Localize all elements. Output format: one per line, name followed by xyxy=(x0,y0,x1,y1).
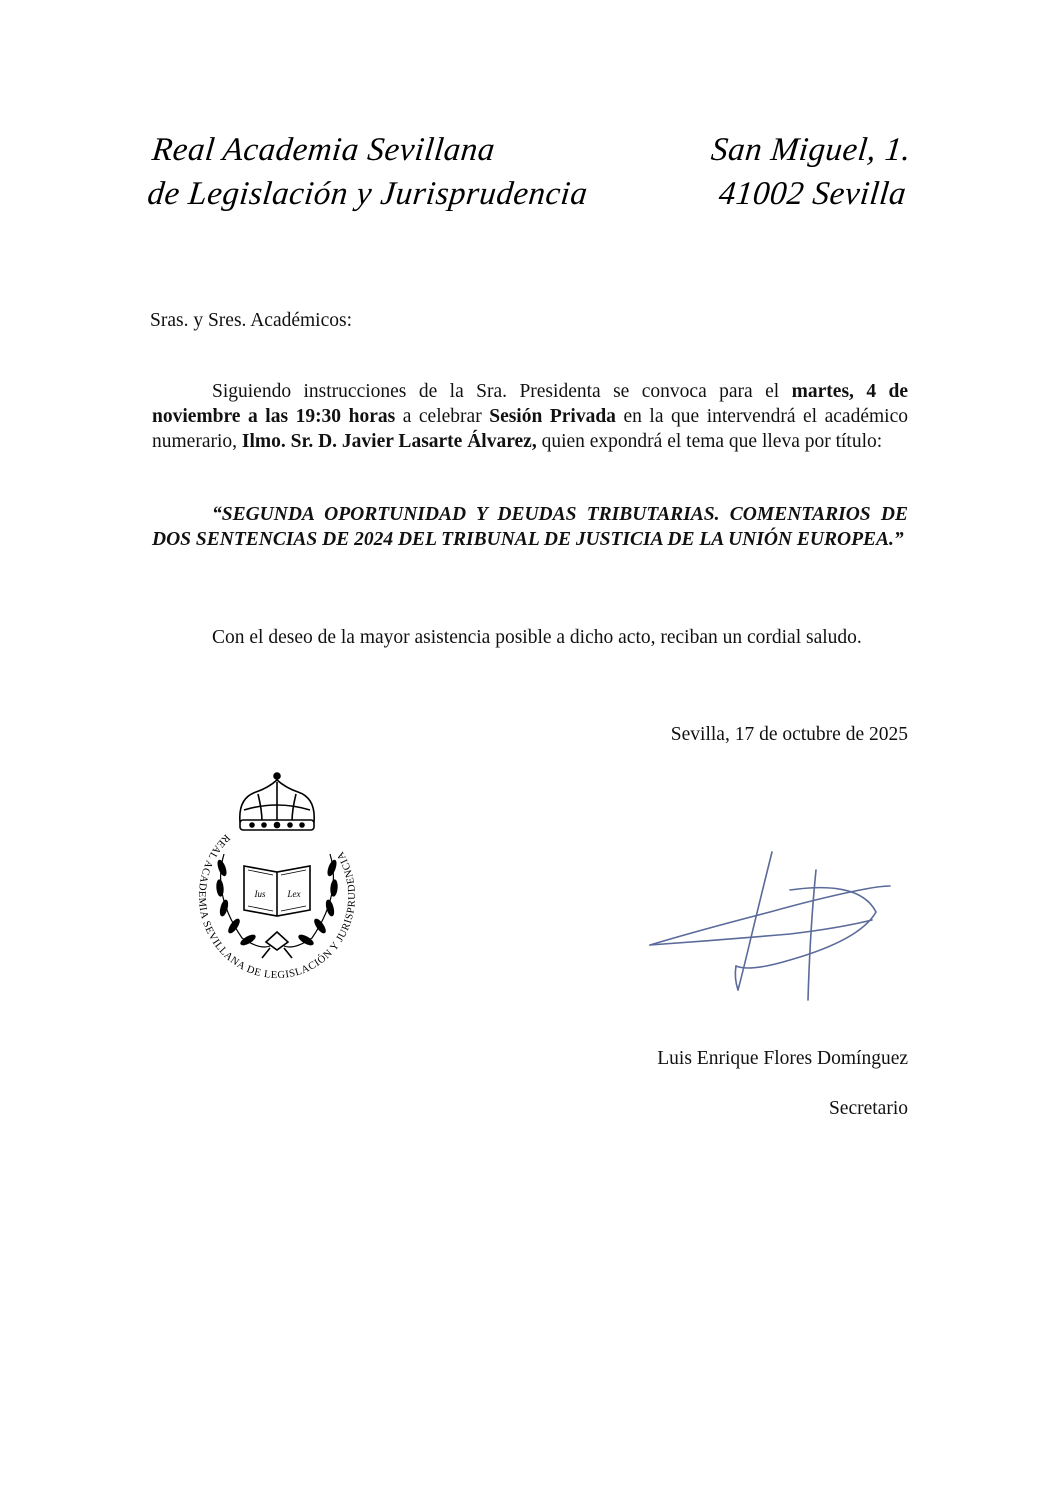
indent xyxy=(152,627,212,648)
academy-name-line1: Real Academia Sevillana xyxy=(150,132,497,168)
academy-name xyxy=(145,128,594,216)
session-datetime: martes, 4 de noviembre a las 19:30 horas xyxy=(152,381,909,427)
lecture-title-text: “SEGUNDA OPORTUNIDAD Y DEUDAS TRIBUTARIAS. COMENTARIOS DE DOS SENTENCIAS DE 2024 DEL TRIBUNAL DE JUSTICIA DE LA UNIÓN EUROPEA.” xyxy=(152,504,908,550)
para1-text4: quien expondrá el tema que lleva por título: xyxy=(536,431,883,452)
date-line: Sevilla, 17 de octubre de 2025 xyxy=(670,724,908,745)
convocation-paragraph xyxy=(152,379,908,454)
academy-seal xyxy=(182,770,372,988)
signatory-name: Luis Enrique Flores Domínguez xyxy=(657,1048,908,1069)
para1-text2: a celebrar xyxy=(395,406,490,427)
para1-text1: Siguiendo instrucciones de la Sra. Presidenta se convoca para el xyxy=(212,381,792,402)
signatory-role: Secretario xyxy=(828,1098,908,1119)
speaker-name: Ilmo. Sr. D. Javier Lasarte Álvarez, xyxy=(241,431,537,452)
closing-paragraph xyxy=(152,625,908,650)
seal-ring-text: REAL ACADEMIA SEVILLANA DE LEGISLACIÓN Y JURISPRUDENCIA xyxy=(195,831,359,982)
closing-text: Con el deseo de la mayor asistencia posible a dicho acto, reciban un cordial saludo. xyxy=(212,627,862,648)
salutation: Sras. y Sres. Académicos: xyxy=(150,310,353,331)
signature xyxy=(640,850,900,1010)
academy-name-line2: de Legislación y Jurisprudencia xyxy=(145,176,590,212)
crown-icon xyxy=(240,773,314,830)
session-type: Sesión Privada xyxy=(489,406,616,427)
address-street: San Miguel, 1. xyxy=(708,132,913,168)
indent xyxy=(152,504,212,525)
para1-text3: en la que intervendrá el académico numerario, xyxy=(152,406,908,452)
book-right-word: Lex xyxy=(287,889,301,899)
academy-address xyxy=(704,128,913,216)
open-book-icon xyxy=(244,866,310,916)
book-left-word: Ius xyxy=(254,889,266,899)
address-city: 41002 Sevilla xyxy=(716,176,908,212)
indent xyxy=(152,381,212,402)
lecture-title xyxy=(152,502,908,552)
